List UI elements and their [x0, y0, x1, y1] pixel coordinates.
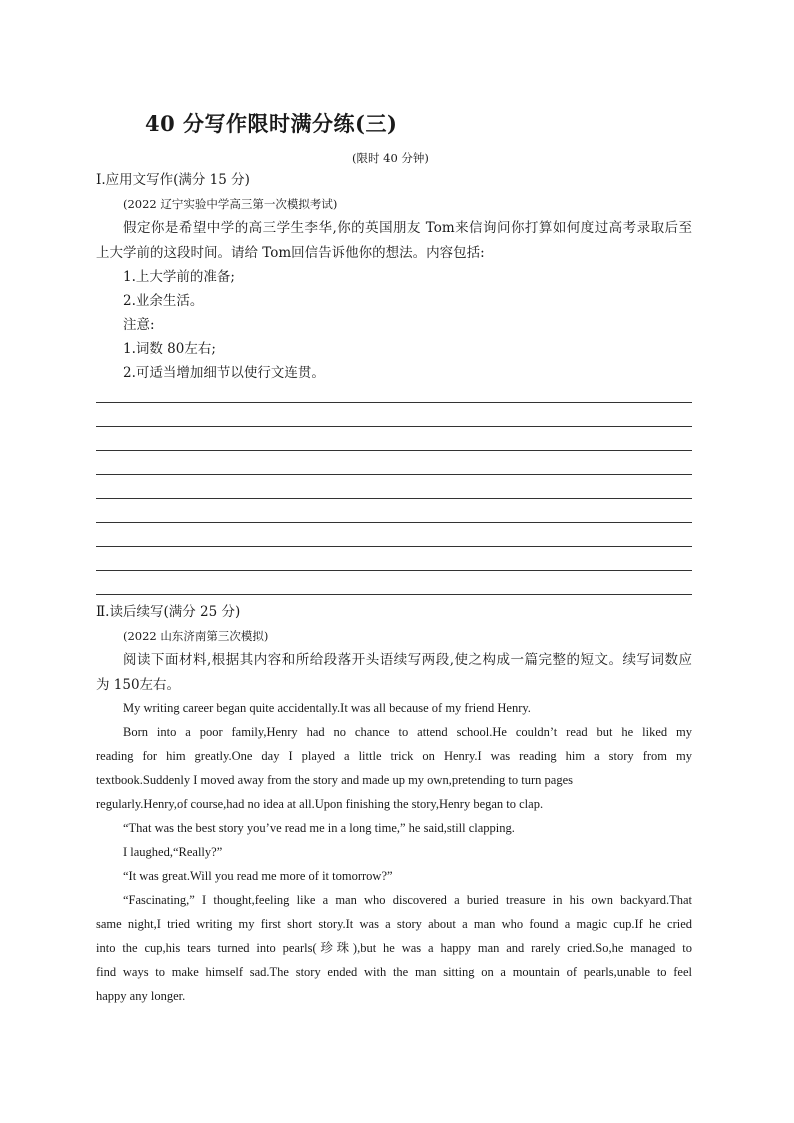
section1-prompt-line-2: 上大学前的这段时间。请给 Tom回信告诉他你的想法。内容包括:	[96, 245, 485, 261]
passage-line: regularly.Henry,of course,had no idea at all.Upon finishing the story,Henry began to clap.	[96, 797, 544, 811]
section2-heading: Ⅱ.读后续写(满分 25 分)	[96, 604, 241, 620]
section1-note-label: 注意:	[123, 317, 155, 333]
passage-line: happy any longer.	[96, 989, 186, 1003]
page-title: 40 分写作限时满分练(三)	[145, 111, 398, 136]
answer-line[interactable]	[96, 450, 692, 451]
passage-line: textbook.Suddenly I moved away from the story and made up my own,pretending to turn pages	[96, 773, 573, 787]
section1-note-1: 1.词数 80左右;	[123, 341, 216, 357]
time-limit: (限时 40 分钟)	[352, 151, 429, 165]
passage-line: find ways to make himself sad.The story ended with the man sitting on a mountain of pearls,unable to feel	[96, 965, 692, 979]
section1-item-2: 2.业余生活。	[123, 293, 204, 309]
answer-line[interactable]	[96, 498, 692, 499]
answer-line[interactable]	[96, 570, 692, 571]
answer-line[interactable]	[96, 426, 692, 427]
passage-line: into the cup,his tears turned into pearls(珍珠),but he was a happy man and rarely cried.So,he managed to	[96, 941, 692, 955]
passage-line: “Fascinating,” I thought,feeling like a man who discovered a buried treasure in his own backyard.That	[123, 893, 692, 907]
passage-line: same night,I tried writing my first short story.It was a story about a man who found a magic cup.If he cried	[96, 917, 692, 931]
passage-line: My writing career began quite accidentally.It was all because of my friend Henry.	[123, 701, 531, 715]
section1-heading: Ⅰ.应用文写作(满分 15 分)	[96, 172, 250, 188]
section2-prompt-line-2: 为 150左右。	[96, 677, 181, 693]
passage-line: Born into a poor family,Henry had no chance to attend school.He couldn’t read but he liked my	[123, 725, 692, 739]
section2-prompt-line-1: 阅读下面材料,根据其内容和所给段落开头语续写两段,使之构成一篇完整的短文。续写词数应	[123, 652, 692, 668]
answer-line[interactable]	[96, 402, 692, 403]
section1-source: (2022 辽宁实验中学高三第一次模拟考试)	[123, 197, 338, 211]
answer-line[interactable]	[96, 474, 692, 475]
passage-line: “It was great.Will you read me more of it tomorrow?”	[123, 869, 393, 883]
answer-line[interactable]	[96, 546, 692, 547]
passage-line: I laughed,“Really?”	[123, 845, 223, 859]
section1-note-2: 2.可适当增加细节以使行文连贯。	[123, 365, 325, 381]
passage-line: “That was the best story you’ve read me in a long time,” he said,still clapping.	[123, 821, 515, 835]
section2-source: (2022 山东济南第三次模拟)	[123, 629, 269, 643]
answer-line[interactable]	[96, 594, 692, 595]
section1-prompt-line-1: 假定你是希望中学的高三学生李华,你的英国朋友 Tom来信询问你打算如何度过高考录取后至	[123, 220, 692, 236]
section1-item-1: 1.上大学前的准备;	[123, 269, 235, 285]
passage-line: reading for him greatly.One day I played a little trick on Henry.I was reading him a story from my	[96, 749, 692, 763]
answer-line[interactable]	[96, 522, 692, 523]
